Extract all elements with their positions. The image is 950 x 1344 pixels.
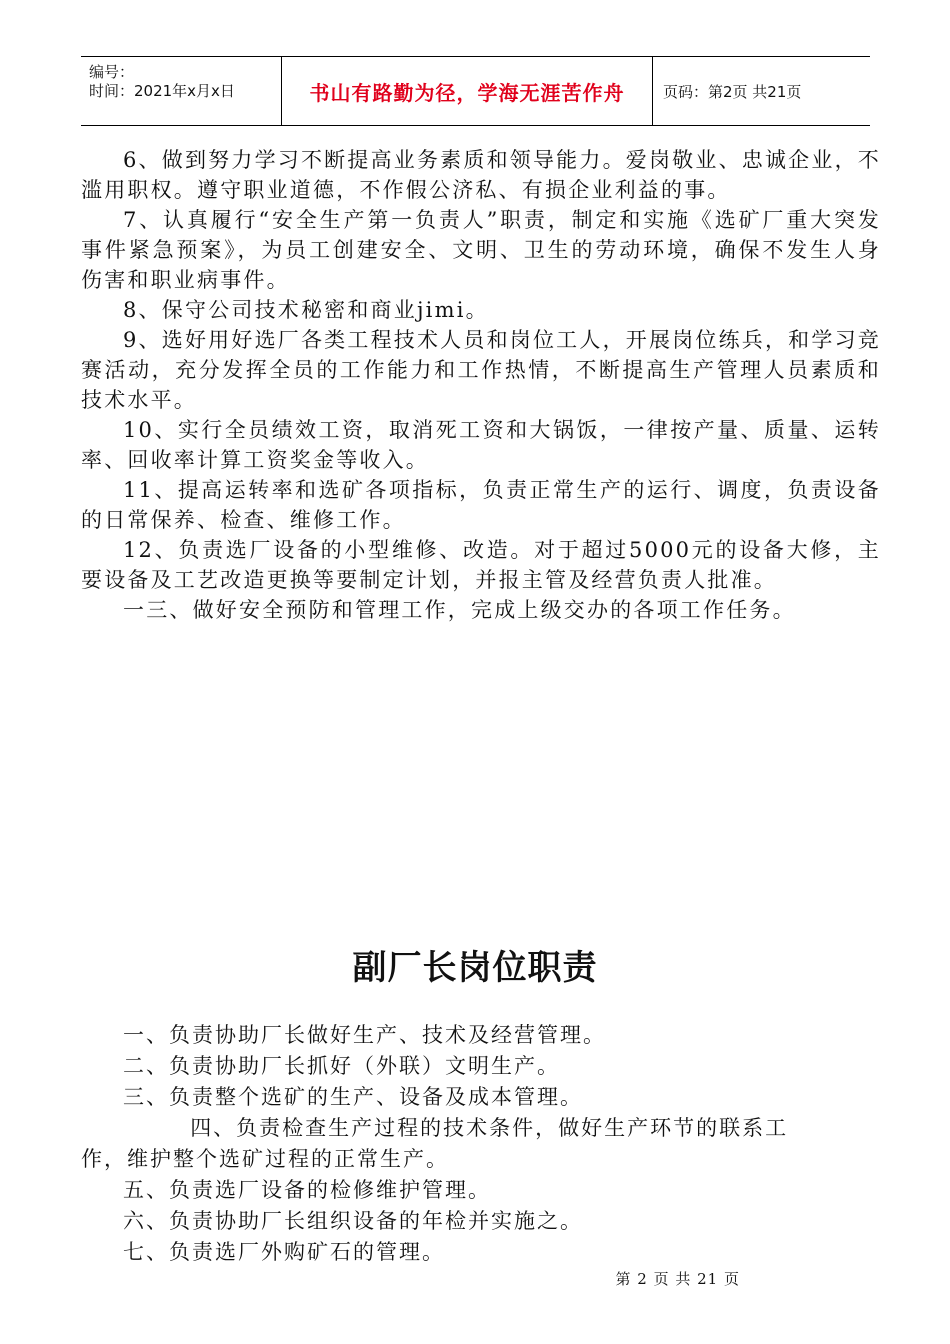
- duty-item: 三、负责整个选矿的生产、设备及成本管理。: [123, 1085, 583, 1109]
- duty-item: 五、负责选厂设备的检修维护管理。: [123, 1178, 491, 1202]
- document-time: 时间：2021年x月x日: [89, 82, 235, 100]
- paragraph: 12、负责选厂设备的小型维修、改造。对于超过5000元的设备大修，主要设备及工艺改造更换等要制定计划，并报主管及经营负责人批准。: [81, 538, 881, 592]
- paragraph: 6、做到努力学习不断提高业务素质和领导能力。爱岗敬业、忠诚企业，不滥用职权。遵守职业道德，不作假公济私、有损企业利益的事。: [81, 148, 881, 202]
- paragraph: 11、提高运转率和选矿各项指标，负责正常生产的运行、调度，负责设备的日常保养、检查、维修工作。: [81, 478, 881, 532]
- duty-item: 四、负责检查生产过程的技术条件，做好生产环节的联系工作，维护整个选矿过程的正常生产。: [81, 1116, 789, 1171]
- section-duties-continued: [81, 145, 881, 625]
- header-meta: [81, 57, 281, 125]
- section-deputy-duties: [81, 1020, 881, 1268]
- paragraph: 7、认真履行“安全生产第一负责人”职责，制定和实施《选矿厂重大突发事件紧急预案》，为员工创建安全、文明、卫生的劳动环境，确保不发生人身伤害和职业病事件。: [81, 208, 881, 292]
- page-footer: 第 2 页 共 21 页: [615, 1270, 740, 1288]
- section-title: 副厂长岗位职责: [352, 948, 598, 988]
- duty-item: 六、负责协助厂长组织设备的年检并实施之。: [123, 1209, 583, 1233]
- document-header: [81, 56, 870, 126]
- duty-item: 二、负责协助厂长抓好（外联）文明生产。: [123, 1054, 560, 1078]
- paragraph: 9、选好用好选厂各类工程技术人员和岗位工人，开展岗位练兵，和学习竞赛活动，充分发挥全员的工作能力和工作热情，不断提高生产管理人员素质和技术水平。: [81, 328, 881, 412]
- header-motto: 书山有路勤为径，学海无涯苦作舟: [281, 57, 653, 125]
- paragraph: 10、实行全员绩效工资，取消死工资和大锅饭，一律按产量、质量、运转率、回收率计算工资奖金等收入。: [81, 418, 881, 472]
- duty-item: 一、负责协助厂长做好生产、技术及经营管理。: [123, 1023, 606, 1047]
- paragraph: 一三、做好安全预防和管理工作，完成上级交办的各项工作任务。: [123, 598, 796, 622]
- duty-item: 七、负责选厂外购矿石的管理。: [123, 1240, 445, 1264]
- header-page-number: 页码：第2页 共21页: [663, 82, 802, 101]
- document-number: 编号：: [89, 63, 135, 81]
- paragraph: 8、保守公司技术秘密和商业jimi。: [123, 298, 489, 322]
